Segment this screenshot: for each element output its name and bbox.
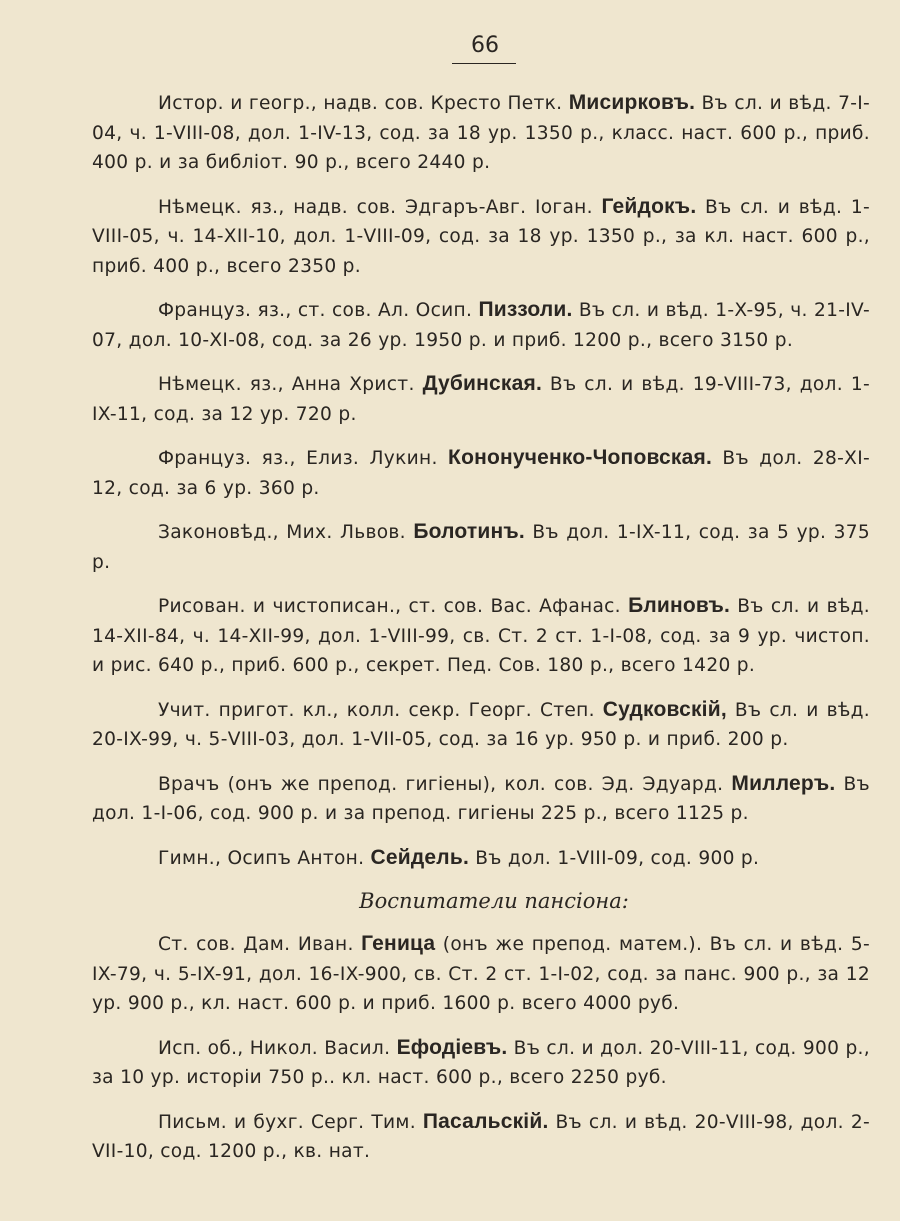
section-title: Воспитатели пансіона: xyxy=(359,889,629,913)
entry-genitsa xyxy=(92,929,870,1019)
surname: Пиззоли. xyxy=(478,298,573,321)
entry-text: Исп. об., Никол. Васил. xyxy=(158,1037,397,1059)
entry-misirkov xyxy=(92,88,870,178)
entry-text: Въ дол. 1-IX-11, сод. за 5 ур. 375 р. xyxy=(92,522,871,573)
surname: Геница xyxy=(361,932,436,955)
entry-dubinskaya xyxy=(92,369,870,429)
entry-text: Врачъ (онъ же препод. гигіены), кол. сов. Эд. Эдуард. xyxy=(158,773,732,795)
surname: Дубинская. xyxy=(422,372,542,395)
entry-efodiev xyxy=(92,1033,870,1093)
entry-kononuchenko xyxy=(92,443,870,503)
entry-text: Въ дол. 28-XI-12, сод. за 6 ур. 360 р. xyxy=(92,448,870,499)
entry-text: Въ сл. и вѣд. 1-VIII-05, ч. 14-XII-10, дол. 1-VIII-09, сод. за 18 ур. 1350 р., за кл. наст. 600 р., приб. 400 р., всего 2350 р. xyxy=(92,196,870,277)
entry-text: Нѣмецк. яз., надв. сов. Эдгаръ-Авг. Іоган. xyxy=(158,196,602,218)
page-number-rule xyxy=(452,63,516,64)
entry-text: Въ дол. 1-VIII-09, сод. 900 р. xyxy=(469,847,760,869)
entry-text: Француз. яз., ст. сов. Ал. Осип. xyxy=(158,300,479,321)
surname: Мисирковъ. xyxy=(568,91,696,114)
entry-text: Рисован. и чистописан., ст. сов. Вас. Афанас. xyxy=(158,596,629,617)
entry-text: Въ сл. и дол. 20-VIII-11, сод. 900 р., за 10 ур. исторіи 750 р.. кл. наст. 600 р., всего 2250 руб. xyxy=(92,1037,870,1088)
entry-text: Гимн., Осипъ Антон. xyxy=(158,847,371,869)
entry-text: Нѣмецк. яз., Анна Христ. xyxy=(158,374,423,395)
entry-text: Письм. и бухг. Серг. Тим. xyxy=(158,1111,423,1133)
surname: Кононученко-Чоповская. xyxy=(448,446,713,469)
entry-bolotin xyxy=(92,517,870,577)
entry-text: (онъ же препод. матем.). Въ сл. и вѣд. 5-IX-79, ч. 5-IX-91, дол. 16-IX-900, св. Ст. 2 ст. 1-I-02, сод. за панс. 900 р., за 12 ур. 900 р., кл. наст. 600 р. и приб. 1600 р. всего 4000 руб. xyxy=(92,934,870,1014)
page-number: 66 xyxy=(471,33,499,58)
surname: Пасальскій. xyxy=(422,1109,549,1133)
entry-text: Въ сл. и вѣд. 20-VIII-98, дол. 2-VII-10, сод. 1200 р., кв. нат. xyxy=(92,1111,870,1162)
entry-seidel xyxy=(92,843,870,874)
entry-pizzoli xyxy=(92,295,870,355)
entry-text: Ст. сов. Дам. Иван. xyxy=(158,934,362,955)
entry-text: Учит. пригот. кл., колл. секр. Георг. Степ. xyxy=(158,699,603,721)
surname: Гейдокъ. xyxy=(601,194,697,218)
entry-blinov xyxy=(92,591,870,681)
entry-text: Въ сл. и вѣд. 14-XII-84, ч. 14-XII-99, дол. 1-VIII-99, св. Ст. 2 ст. 1-I-08, сод. за 9 ур. чистоп. и рис. 640 р., приб. 600 р., секрет. Пед. Сов. 180 р., всего 1420 р. xyxy=(92,596,870,676)
surname: Блиновъ. xyxy=(628,594,731,617)
page-content xyxy=(92,88,870,1181)
surname: Сейдель. xyxy=(370,845,469,869)
entry-text: Въ сл. и вѣд. 1-X-95, ч. 21-IV-07, дол. 10-XI-08, сод. за 26 ур. 1950 р. и приб. 1200 р., всего 3150 р. xyxy=(92,300,870,351)
entry-text: Въ сл. и вѣд. 20-IX-99, ч. 5-VIII-03, дол. 1-VII-05, сод. за 16 ур. 950 р. и приб. 200 р. xyxy=(92,699,870,750)
surname: Судковскій, xyxy=(602,697,727,721)
entry-text: Француз. яз., Елиз. Лукин. xyxy=(158,448,449,469)
entry-pasalsky xyxy=(92,1107,870,1167)
surname: Ефодіевъ. xyxy=(396,1035,508,1059)
entry-text: Въ сл. и вѣд. 7-I-04, ч. 1-VIII-08, дол. 1-IV-13, сод. за 18 ур. 1350 р., класс. наст. 600 р., приб. 400 р. и за библіот. 90 р., всего 2440 р. xyxy=(92,93,870,173)
entry-text: Законовѣд., Мих. Львов. xyxy=(158,522,414,543)
entry-text: Въ сл. и вѣд. 19-VIII-73, дол. 1-IX-11, сод. за 12 ур. 720 р. xyxy=(92,374,870,425)
entry-text: Въ дол. 1-I-06, сод. 900 р. и за препод. гигіены 225 р., всего 1125 р. xyxy=(92,773,870,824)
entry-geidok xyxy=(92,192,870,282)
entry-sudkovsky xyxy=(92,695,870,755)
entry-text: Истор. и геогр., надв. сов. Кресто Петк. xyxy=(158,93,569,114)
surname: Миллеръ. xyxy=(731,771,836,795)
entry-miller xyxy=(92,769,870,829)
surname: Болотинъ. xyxy=(413,520,525,543)
